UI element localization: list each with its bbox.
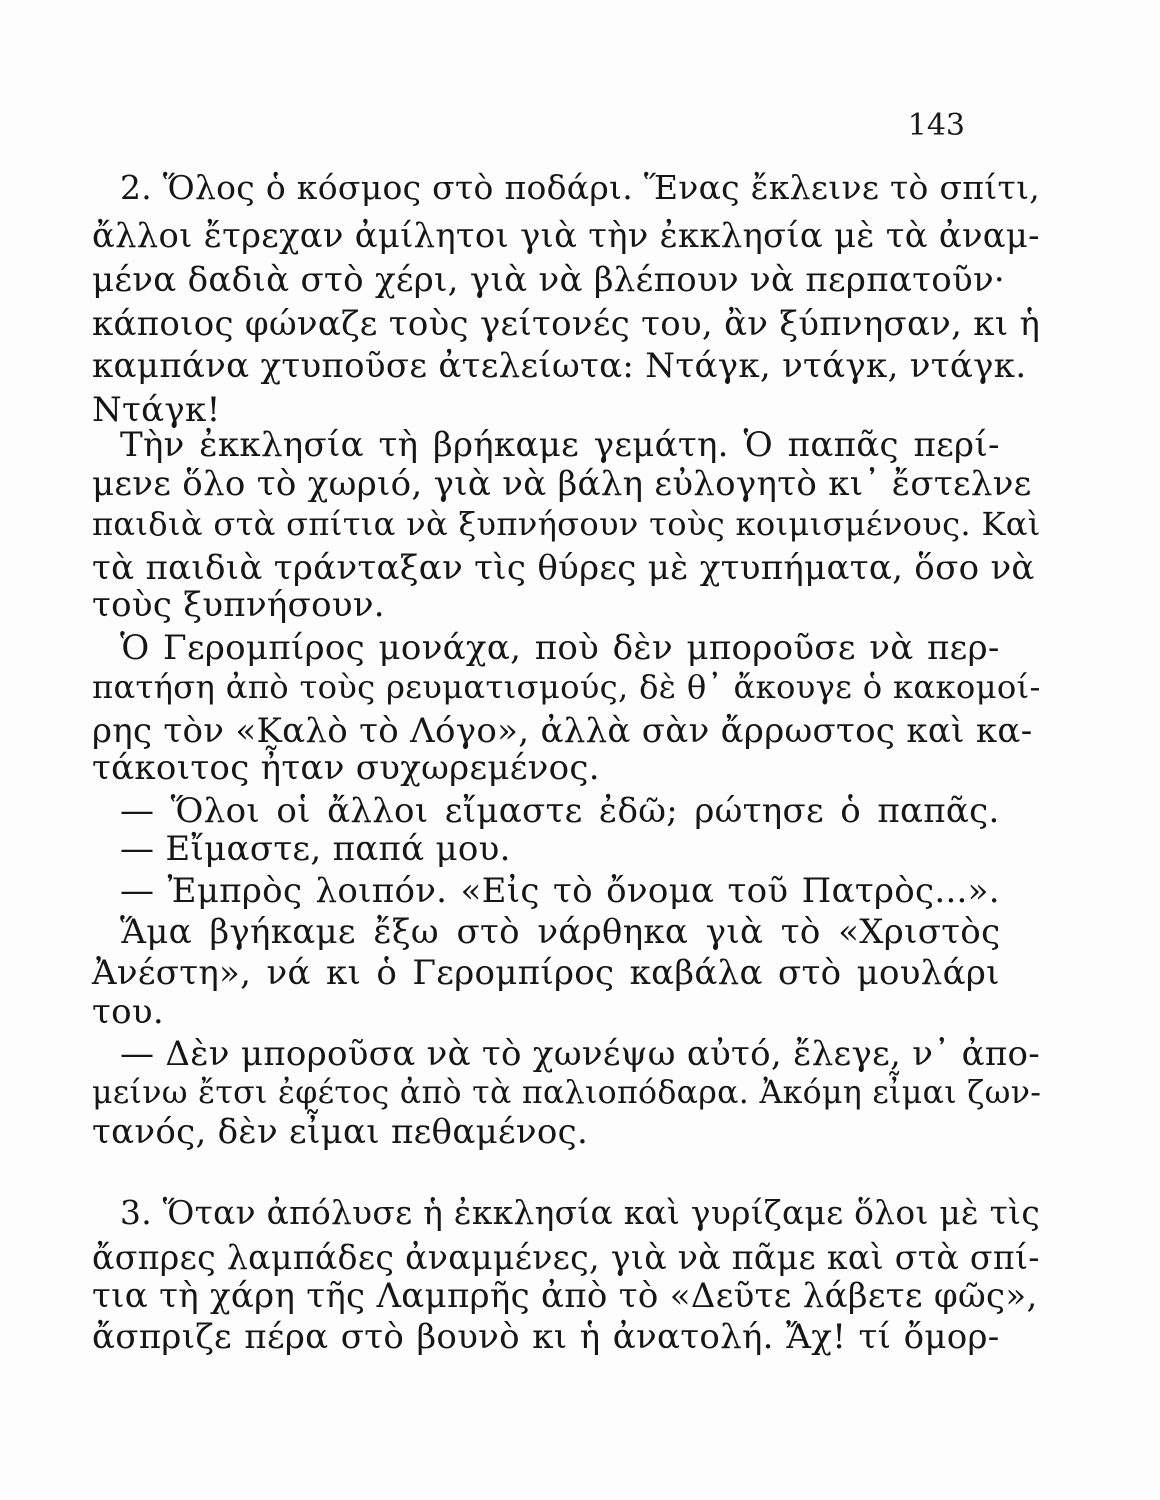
text-line: κάποιος φώναζε τοὺς γείτονές του, ἂν ξύπνησαν, κι ἡ <box>92 304 1041 344</box>
text-line: Ντάγκ! <box>92 390 221 430</box>
text-line: ρης τὸν «Καλὸ τὸ Λόγο», ἀλλὰ σὰν ἄρρωστος καὶ κα- <box>92 711 1033 751</box>
text-line: — Ὅλοι οἱ ἄλλοι εἴμαστε ἐδῶ; ρώτησε ὁ παπᾶς. <box>120 791 1000 831</box>
text-line: τια τὴ χάρη τῆς Λαμπρῆς ἀπὸ τὸ «Δεῦτε λάβετε φῶς», <box>92 1276 1038 1316</box>
text-line: μένα δαδιὰ στὸ χέρι, γιὰ νὰ βλέπουν νὰ περπατοῦν· <box>92 260 1006 300</box>
text-line: μενε ὅλο τὸ χωριό, γιὰ νὰ βάλη εὐλογητὸ κι᾽ ἔστελνε <box>92 464 1032 504</box>
text-line: Τὴν ἐκκλησία τὴ βρήκαμε γεμάτη. Ὁ παπᾶς περί- <box>120 425 1000 465</box>
text-line: παιδιὰ στὰ σπίτια νὰ ξυπνήσουν τοὺς κοιμισμένους. Καὶ <box>92 505 1041 543</box>
text-line: πατήση ἀπὸ τοὺς ρευματισμούς, δὲ θ᾽ ἄκουγε ὁ κακομοί- <box>92 668 1041 706</box>
page-number: 143 <box>907 108 965 143</box>
text-line: ἄλλοι ἔτρεχαν ἀμίλητοι γιὰ τὴν ἐκκλησία μὲ τὰ ἀναμ- <box>92 216 1040 255</box>
text-line: Ἀνέστη», νά κι ὁ Γερομπίρος καβάλα στὸ μουλάρι <box>92 953 1000 993</box>
text-line: ἄσπρες λαμπάδες ἀναμμένες, γιὰ νὰ πᾶμε καὶ στὰ σπί- <box>92 1238 1040 1277</box>
text-line: 3. Ὅταν ἀπόλυσε ἡ ἐκκλησία καὶ γυρίζαμε ὅλοι μὲ τὶς <box>120 1194 1041 1232</box>
text-line: τὰ παιδιὰ τράνταξαν τὶς θύρες μὲ χτυπήματα, ὅσο νὰ <box>92 548 1035 588</box>
text-line: μείνω ἔτσι ἐφέτος ἀπὸ τὰ παλιοπόδαρα. Ἀκόμη εἶμαι ζων- <box>92 1075 1042 1111</box>
text-line: τοὺς ξυπνήσουν. <box>92 585 385 625</box>
text-line: — Εἴμαστε, παπά μου. <box>120 829 511 869</box>
text-line: τανός, δὲν εἶμαι πεθαμένος. <box>92 1112 589 1152</box>
text-line: Ὁ Γερομπίρος μονάχα, ποὺ δὲν μποροῦσε νὰ περ- <box>120 628 1000 668</box>
text-line: 2. Ὅλος ὁ κόσμος στὸ ποδάρι. Ἕνας ἔκλεινε τὸ σπίτι, <box>120 168 1041 207</box>
text-line: Ἅμα βγήκαμε ἔξω στὸ νάρθηκα γιὰ τὸ «Χριστὸς <box>120 912 1001 952</box>
text-line: καμπάνα χτυποῦσε ἀτελείωτα: Ντάγκ, ντάγκ, ντάγκ. <box>92 346 1027 386</box>
text-line: ἄσπριζε πέρα στὸ βουνὸ κι ἡ ἀνατολή. Ἄχ! τί ὄμορ- <box>92 1317 1000 1357</box>
text-line: — Ἐμπρὸς λοιπόν. «Εἰς τὸ ὄνομα τοῦ Πατρὸς...». <box>120 871 1000 911</box>
text-line: — Δὲν μποροῦσα νὰ τὸ χωνέψω αὐτό, ἔλεγε, ν᾽ ἀπο- <box>120 1034 1041 1074</box>
text-line: του. <box>92 992 164 1032</box>
text-line: τάκοιτος ἦταν συχωρεμένος. <box>92 748 600 788</box>
